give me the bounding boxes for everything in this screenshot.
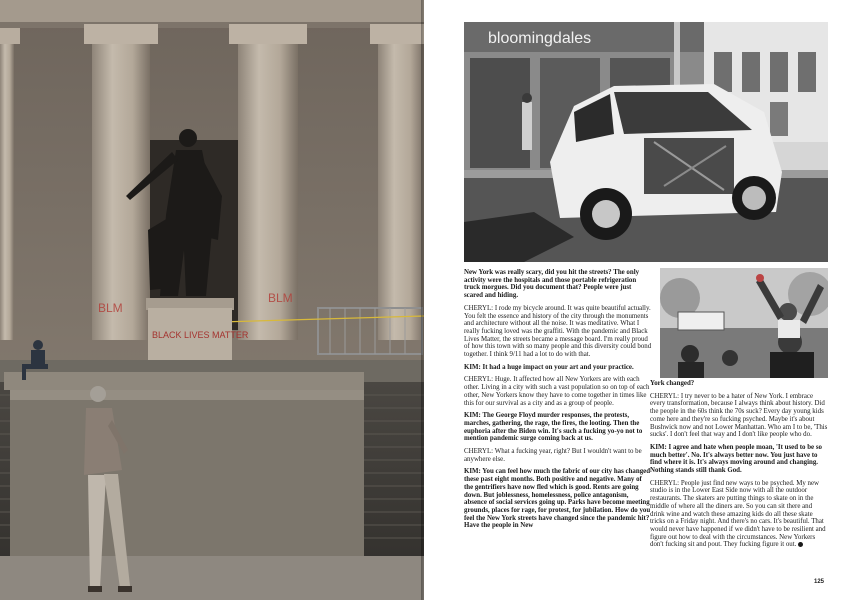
question-5: KIM: I agree and hate when people moan, 'It used to be so much better'. No. It's always better now. You just have to find where it is. It's always moving around and changing. Nothing stands still thank God. bbox=[650, 443, 822, 475]
protest-child-photo bbox=[660, 268, 828, 378]
page-number: 125 bbox=[814, 579, 825, 585]
question-4-continued: York changed? bbox=[650, 380, 695, 387]
answer-5 bbox=[650, 480, 828, 549]
graffiti-pedestal: BLACK LIVES MATTER bbox=[152, 330, 249, 340]
bloomingdales-sign: bloomingdales bbox=[488, 30, 592, 47]
answer-4: CHERYL: I try never to be a hater of New York. I embrace every transformation, because I always think about history. Did the people in the 60s think the 70s suck? Every day young kids come here and they're so fucking psyched. Maybe it's about Bushwick now and not Lower Manhattan. Who am I to be, 'This sucks'. I don't feel that way and I don't like people who do. bbox=[650, 392, 828, 439]
end-mark-icon bbox=[798, 542, 803, 547]
interview-page bbox=[424, 0, 848, 600]
text-column-left bbox=[464, 269, 652, 535]
protest-child-illustration bbox=[660, 268, 828, 378]
question-3: KIM: The George Floyd murder responses, the protests, marches, gathering, the rage, the fires, the looting. Then the euphoria after the Biden win. It's such a fucking yo-yo not to mention pandemic surge coming back at us. bbox=[464, 412, 643, 443]
answer-5-text: CHERYL: People just find new ways to be psyched. My new studio is in the Lower East Side now with all the outdoor restaurants. The skaters are putting things to skate on in the middle of where all the diners are. So you can sit there and drink wine and watch these amazing kids do all these skate tricks on a Friday night. And there's no cars. It's beautiful. That would never have happened if we didn't have to be resilient and figure out how to deal with the circumstances. New Yorkers don't fucking sit and pout. They fucking figure it out. bbox=[650, 479, 826, 549]
graffiti-column-left: BLM bbox=[98, 301, 123, 315]
question-2: KIM: It had a huge impact on your art and your practice. bbox=[464, 363, 634, 371]
answer-1: CHERYL: I rode my bicycle around. It was quite beautiful actually. You felt the essence and history of the city through the monuments and architecture without all the noise. It was meditative. What I really fucking loved was the graffiti. With the pandemic and Black Lives Matter, the streets became a message board. I'm really proud of how this town with so many people and this diversity could bond together. I think 9/11 had a lot to do with that. bbox=[464, 304, 652, 359]
burned-car-illustration bbox=[464, 22, 828, 262]
text-column-right bbox=[650, 380, 828, 554]
answer-2: CHERYL: Huge. It affected how all New Yorkers are with each other. Living in a city with such a vast population so on top of each other, New Yorkers know they have to come together in times like this for our survival as a city and as a group of people. bbox=[464, 376, 650, 407]
burned-car-photo bbox=[464, 22, 828, 262]
answer-3: CHERYL: What a fucking year, right? But I wouldn't want to be anywhere else. bbox=[464, 448, 642, 463]
graffiti-column-right: BLM bbox=[268, 291, 293, 305]
question-1: New York was really scary, did you hit the streets? The only activity were the hospitals and those portable refrigeration truck morgues. Did you document that? People were just scared and hiding. bbox=[464, 269, 640, 300]
question-4: KIM: You can feel how much the fabric of our city has changed these past eight months. Both positive and negative. Many of the gentrifiers have now fled which is good. Rents are going down. But joblessness, homelessness, police antagonism, absence of social services going up. Parks have become meeting grounds, places for rage, for protest, for jubilation. How do you feel the New York streets have changed since the pandemic hit? Have the people in New bbox=[464, 468, 651, 530]
